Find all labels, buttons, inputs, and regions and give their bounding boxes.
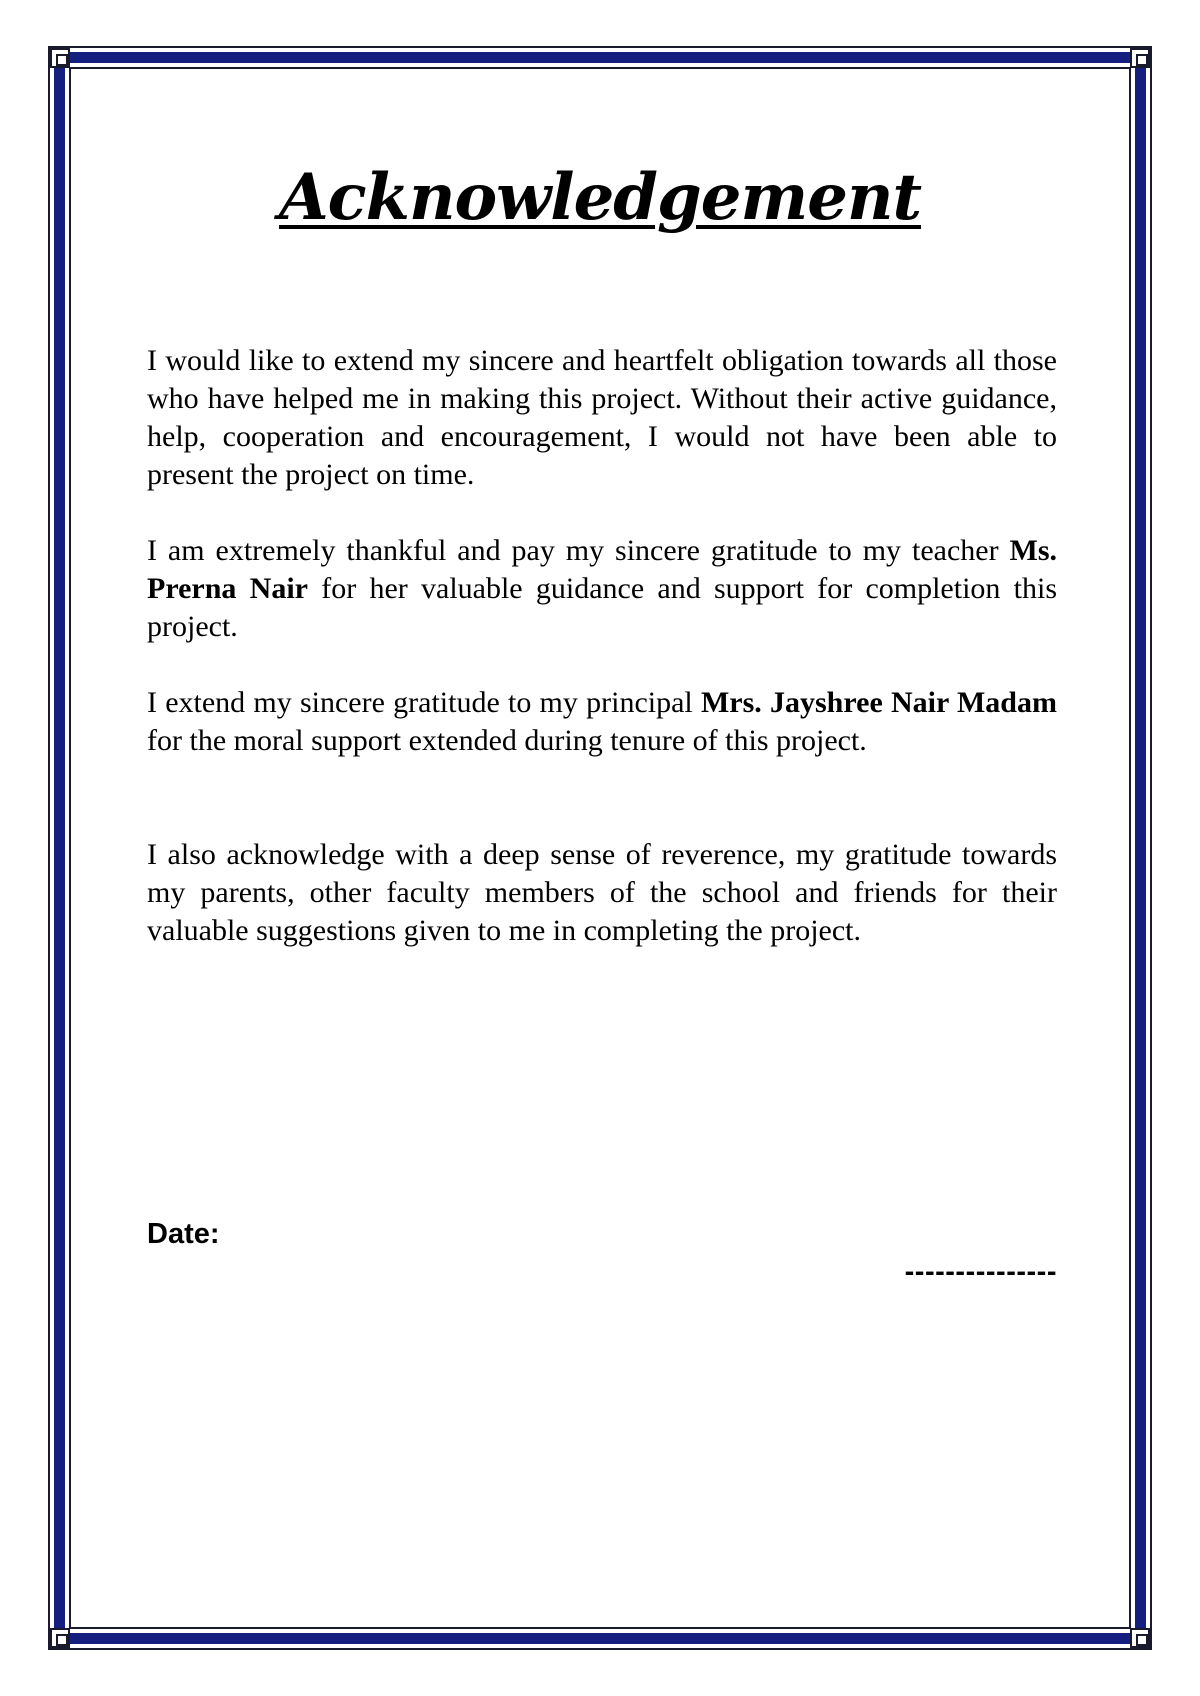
paragraph-1: [147, 342, 1057, 494]
paragraph-2-text-before: I am extremely thankful and pay my sincere gratitude to my teacher: [147, 534, 1010, 567]
paragraph-3-text-before: I extend my sincere gratitude to my principal: [147, 686, 701, 719]
border-corner-ornament-bottom-right: [1130, 1628, 1150, 1648]
signature-line: ---------------: [904, 1256, 1057, 1288]
border-corner-ornament-top-right: [1130, 48, 1150, 68]
page-title: [0, 160, 1200, 235]
paragraph-4: [147, 836, 1057, 950]
paragraph-3-text-after: for the moral support extended during tenure of this project.: [147, 724, 867, 757]
border-corner-ornament-top-left: [50, 48, 70, 68]
page-title-text: Acknowledgement: [278, 160, 922, 235]
teacher-name: Ms. Prerna Nair: [147, 534, 1057, 605]
paragraph-3: [147, 684, 1057, 760]
paragraph-2: [147, 532, 1057, 646]
border-corner-ornament-bottom-left: [50, 1628, 70, 1648]
paragraph-4-text: I also acknowledge with a deep sense of reverence, my gratitude towards my parents, other faculty members of the school and friends for their valuable suggestions given to me in completing the project.: [147, 838, 1057, 947]
date-label: Date:: [147, 1218, 220, 1250]
principal-name: Mrs. Jayshree Nair Madam: [700, 686, 1057, 719]
paragraph-1-text: I would like to extend my sincere and heartfelt obligation towards all those who have helped me in making this project. Without their active guidance, help, cooperation and encouragement, I would not have been able to present the project on time.: [147, 344, 1057, 491]
paragraph-2-text-after: for her valuable guidance and support for completion this project.: [147, 572, 1058, 643]
